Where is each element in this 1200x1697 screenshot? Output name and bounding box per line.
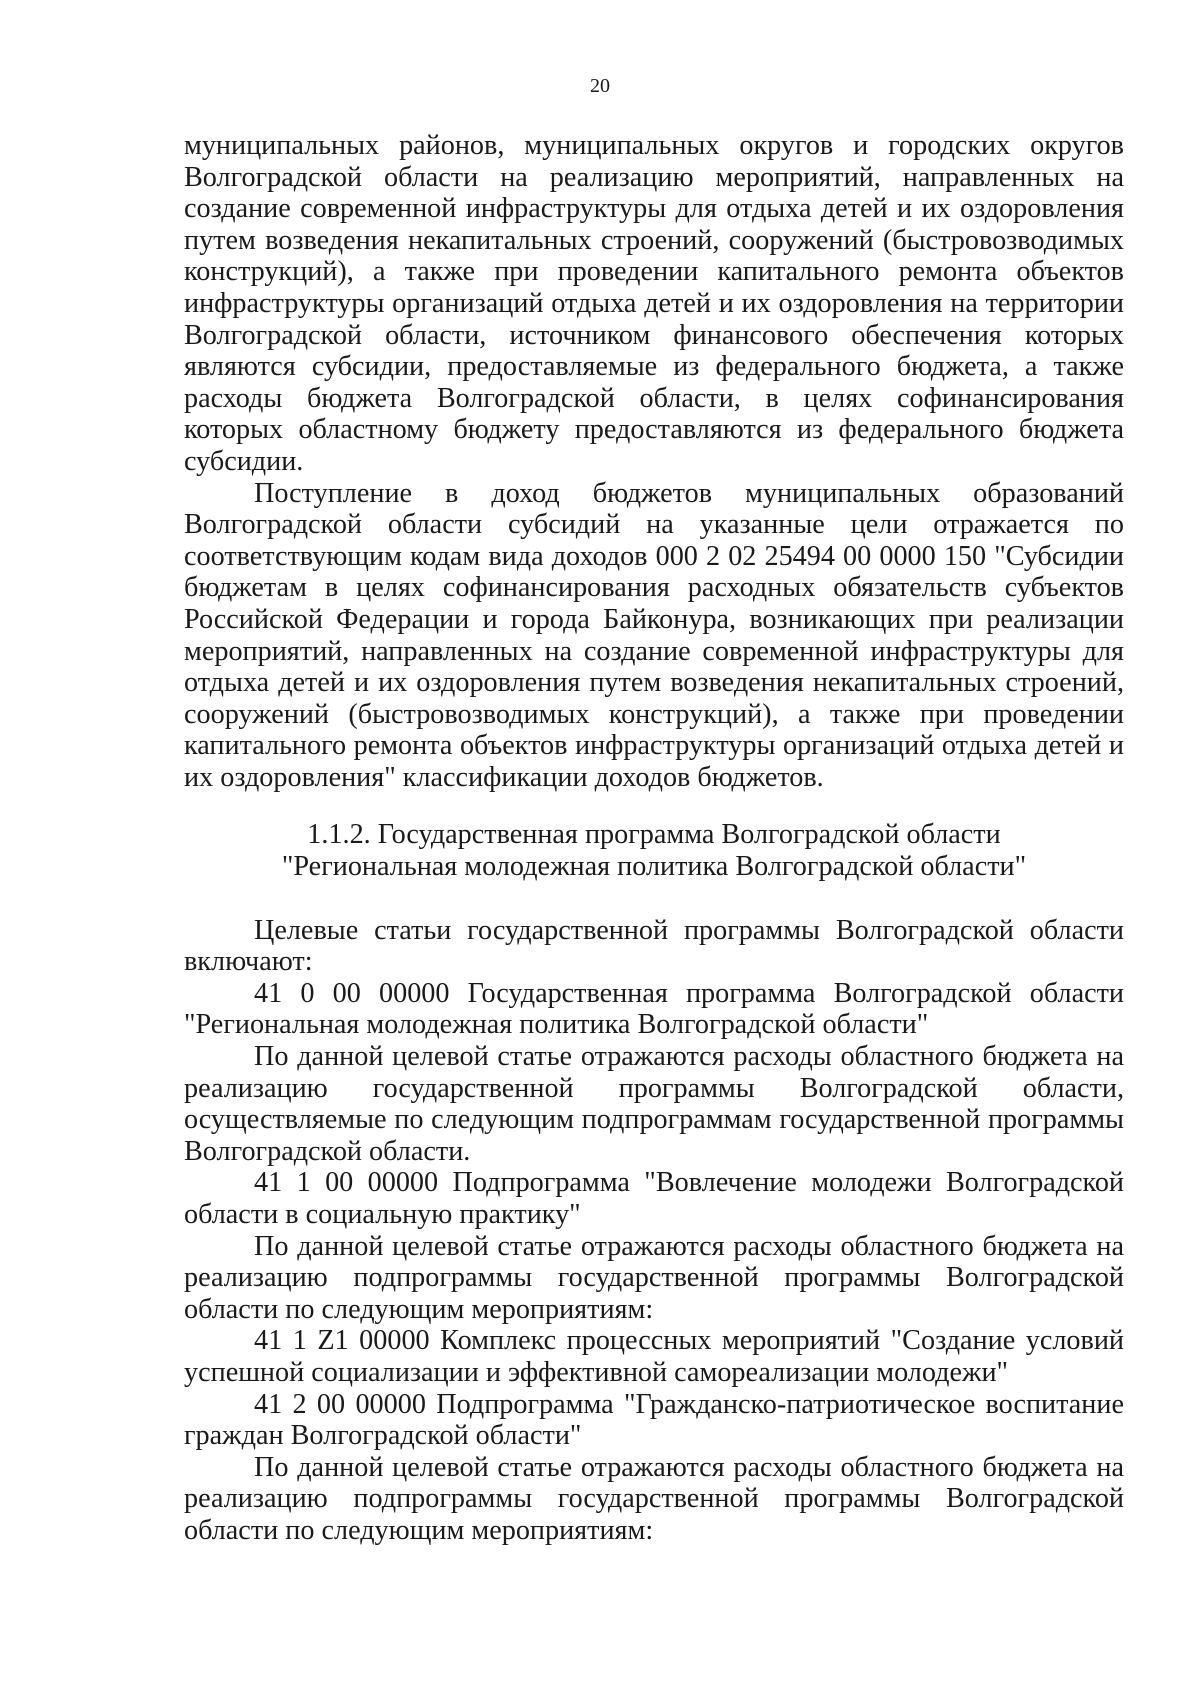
paragraph: По данной целевой статье отражаются расходы областного бюджета на реализацию подпрограммы государственной программы Волгоградской области по следующим мероприятиям: <box>184 1451 1124 1546</box>
paragraph: Целевые статьи государственной программы Волгоградской области включают: <box>184 914 1124 978</box>
section-heading-line: 1.1.2. Государственная программа Волгоградской области <box>307 819 1001 851</box>
paragraph: По данной целевой статье отражаются расходы областного бюджета на реализацию государственной программы Волгоградской области, осуществляемые по следующим подпрограммам государственной программы Волгоградской области. <box>184 1041 1124 1167</box>
document-body <box>184 130 1124 1547</box>
section-heading-line: "Региональная молодежная политика Волгоградской области" <box>281 851 1027 883</box>
target-article-subprogram: 41 2 00 00000 Подпрограмма "Гражданско-патриотическое воспитание граждан Волгоградской области" <box>184 1388 1124 1452</box>
target-article-program: 41 0 00 00000 Государственная программа Волгоградской области "Региональная молодежная политика Волгоградской области" <box>184 977 1124 1041</box>
target-article-complex: 41 1 Z1 00000 Комплекс процессных мероприятий "Создание условий успешной социализации и эффективной самореализации молодежи" <box>184 1325 1124 1388</box>
paragraph: Поступление в доход бюджетов муниципальных образований Волгоградской области субсидий на указанные цели отражается по соответствующим кодам вида доходов 000 2 02 25494 00 0000 150 "Субсидии бюджетам в целях софинансирования расходных обязательств субъектов Российской Федерации и города Байконура, возникающих при реализации мероприятий, направленных на создание современной инфраструктуры для отдыха детей и их оздоровления путем возведения некапитальных строений, сооружений (быстровозводимых конструкций), а также при проведении капитального ремонта объектов инфраструктуры организаций отдыха детей и их оздоровления" классификации доходов бюджетов. <box>184 477 1124 793</box>
target-article-subprogram: 41 1 00 00000 Подпрограмма "Вовлечение молодежи Волгоградской области в социальную практику" <box>184 1167 1124 1230</box>
page-number: 20 <box>590 75 610 97</box>
section-heading <box>184 819 1124 882</box>
paragraph: муниципальных районов, муниципальных округов и городских округов Волгоградской области на реализацию мероприятий, направленных на создание современной инфраструктуры для отдыха детей и их оздоровления путем возведения некапитальных строений, сооружений (быстровозводимых конструкций), а также при проведении капитального ремонта объектов инфраструктуры организаций отдыха детей и их оздоровления на территории Волгоградской области, источником финансового обеспечения которых являются субсидии, предоставляемые из федерального бюджета, а также расходы бюджета Волгоградской области, в целях софинансирования которых областному бюджету предоставляются из федерального бюджета субсидии. <box>184 130 1124 477</box>
paragraph: По данной целевой статье отражаются расходы областного бюджета на реализацию подпрограммы государственной программы Волгоградской области по следующим мероприятиям: <box>184 1230 1124 1325</box>
